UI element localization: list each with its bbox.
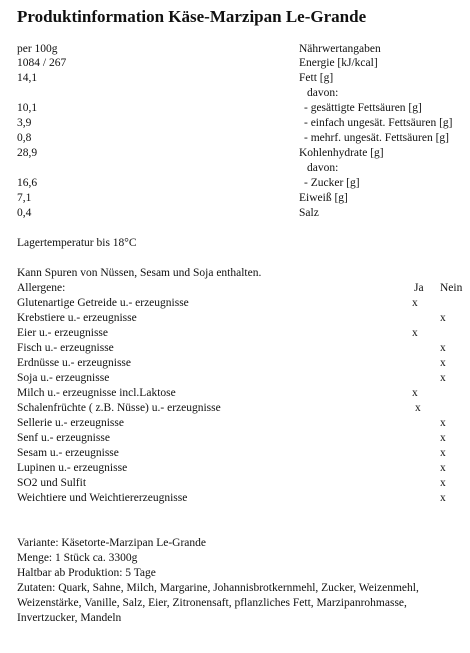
allergen-name: Soja u.- erzeugnisse [17,372,110,384]
ingredients-line: Zutaten: Quark, Sahne, Milch, Margarine, Johannisbrotkernmehl, Zucker, Weizenmehl, [17,582,419,594]
traces-notice: Kann Spuren von Nüssen, Sesam und Soja enthalten. [17,267,262,279]
allergen-name: Sesam u.- erzeugnisse [17,447,119,459]
allergen-yes-mark: x [412,297,418,309]
nutrition-label: - mehrf. ungesät. Fettsäuren [g] [304,132,449,144]
allergen-col-no: Nein [440,282,463,294]
allergen-name: Eier u.- erzeugnisse [17,327,109,339]
allergen-name: Senf u.- erzeugnisse [17,432,110,444]
allergen-name: Milch u.- erzeugnisse incl.Laktose [17,387,176,399]
allergen-yes-mark: x [415,402,421,414]
nutrition-value: 3,9 [17,117,32,129]
allergen-name: Lupinen u.- erzeugnisse [17,462,128,474]
nutrition-header-right: Nährwertangaben [299,43,381,55]
product-quantity: Menge: 1 Stück ca. 3300g [17,552,138,564]
nutrition-value: 14,1 [17,72,38,84]
product-shelf-life: Haltbar ab Produktion: 5 Tage [17,567,156,579]
allergen-no-mark: x [440,312,446,324]
nutrition-value: 10,1 [17,102,38,114]
allergen-header: Allergene: [17,282,66,294]
nutrition-value: 0,8 [17,132,32,144]
storage-temperature: Lagertemperatur bis 18°C [17,237,137,249]
allergen-no-mark: x [440,432,446,444]
allergen-name: SO2 und Sulfit [17,477,87,489]
nutrition-value: 28,9 [17,147,38,159]
ingredients-line: Weizenstärke, Vanille, Salz, Eier, Zitronensaft, pflanzliches Fett, Marzipanrohmasse, [17,597,407,609]
allergen-name: Erdnüsse u.- erzeugnisse [17,357,132,369]
allergen-no-mark: x [440,357,446,369]
nutrition-value: 1084 / 267 [17,57,67,69]
allergen-name: Glutenartige Getreide u.- erzeugnisse [17,297,189,309]
nutrition-label: - Zucker [g] [304,177,360,189]
allergen-no-mark: x [440,417,446,429]
allergen-col-yes: Ja [414,282,424,294]
allergen-name: Schalenfrüchte ( z.B. Nüsse) u.- erzeugnisse [17,402,221,414]
allergen-yes-mark: x [412,387,418,399]
nutrition-label: Fett [g] [299,72,334,84]
allergen-name: Fisch u.- erzeugnisse [17,342,114,354]
allergen-name: Weichtiere und Weichtiererzeugnisse [17,492,188,504]
allergen-name: Sellerie u.- erzeugnisse [17,417,124,429]
nutrition-label: Kohlenhydrate [g] [299,147,384,159]
nutrition-label: davon: [307,87,339,99]
allergen-name: Krebstiere u.- erzeugnisse [17,312,137,324]
nutrition-label: Salz [299,207,319,219]
allergen-yes-mark: x [412,327,418,339]
allergen-no-mark: x [440,492,446,504]
nutrition-label: Energie [kJ/kcal] [299,57,378,69]
allergen-no-mark: x [440,447,446,459]
nutrition-value: 0,4 [17,207,32,219]
nutrition-label: - einfach ungesät. Fettsäuren [g] [304,117,453,129]
nutrition-label: Eiweiß [g] [299,192,348,204]
allergen-no-mark: x [440,477,446,489]
allergen-no-mark: x [440,372,446,384]
document-title: Produktinformation Käse-Marzipan Le-Grande [17,7,367,26]
nutrition-label: davon: [307,162,339,174]
allergen-no-mark: x [440,462,446,474]
nutrition-value: 16,6 [17,177,38,189]
nutrition-header-left: per 100g [17,43,58,55]
allergen-no-mark: x [440,342,446,354]
nutrition-value: 7,1 [17,192,32,204]
nutrition-label: - gesättigte Fettsäuren [g] [304,102,422,114]
product-variant: Variante: Käsetorte-Marzipan Le-Grande [17,537,207,549]
ingredients-line: Invertzucker, Mandeln [17,612,122,624]
